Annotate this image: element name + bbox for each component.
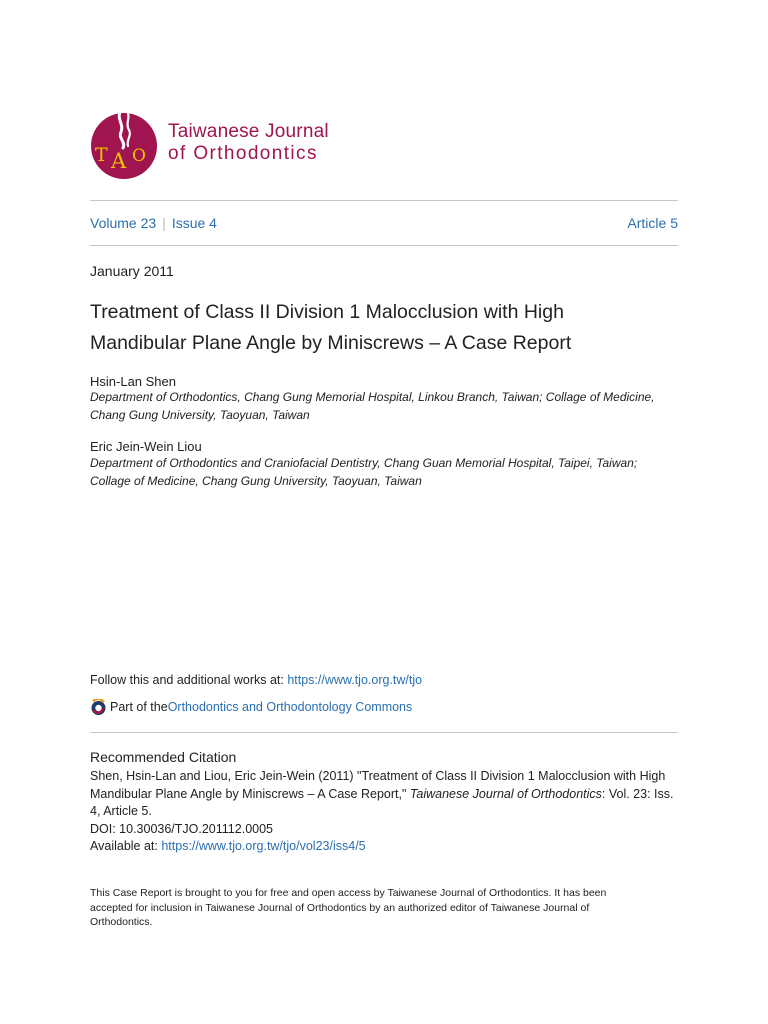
author-name: Eric Jein-Wein Liou — [90, 439, 202, 454]
issue-separator: | — [162, 215, 166, 231]
journal-name-line2: of Orthodontics — [168, 143, 318, 164]
citation-doi: DOI: 10.30036/TJO.201112.0005 — [90, 821, 273, 836]
article-title — [90, 297, 650, 359]
article-title-line: Mandibular Plane Angle by Miniscrews – A Case Report — [90, 332, 572, 354]
author-name: Hsin-Lan Shen — [90, 374, 176, 389]
part-of-text: Part of the — [110, 700, 168, 714]
citation-line: Shen, Hsin-Lan and Liou, Eric Jein-Wein (2011) "Treatment of Class II Division 1 Malocclusion with High — [90, 769, 666, 783]
article-title-line: Treatment of Class II Division 1 Malocclusion with High — [90, 301, 564, 323]
citation-heading: Recommended Citation — [90, 749, 237, 765]
journal-name-line1: Taiwanese Journal — [168, 121, 329, 142]
citation-block — [90, 768, 678, 856]
notice-line: accepted for inclusion in Taiwanese Journal of Orthodontics by an authorized editor of Taiwanese Journal of — [90, 901, 590, 914]
notice-line: Orthodontics. — [90, 916, 153, 928]
affiliation-line: Chang Gung University, Taoyuan, Taiwan — [90, 407, 310, 422]
citation-line: 4, Article 5. — [90, 804, 152, 818]
issue-bar — [90, 213, 678, 233]
citation-line — [90, 786, 678, 804]
citation-text: Mandibular Plane Angle by Miniscrews – A Case Report," — [90, 786, 410, 801]
author-affiliation — [90, 389, 680, 424]
citation-available — [90, 838, 678, 856]
available-link[interactable]: https://www.tjo.org.tw/tjo/vol23/iss4/5 — [161, 839, 366, 853]
commons-link[interactable]: Orthodontics and Orthodontology Commons — [167, 700, 413, 714]
available-label: Available at: — [90, 839, 162, 853]
access-notice — [90, 886, 650, 930]
divider-top — [90, 200, 678, 201]
part-of-line — [90, 698, 412, 716]
svg-text:O: O — [132, 146, 146, 166]
volume-link[interactable]: Volume 23 — [90, 215, 157, 231]
notice-line: This Case Report is brought to you for free and open access by Taiwanese Journal of Orthodontics. It has been — [90, 887, 607, 899]
journal-logo[interactable] — [90, 108, 329, 180]
publication-date: January 2011 — [90, 263, 174, 279]
author-affiliation — [90, 455, 680, 490]
divider-citation — [90, 732, 678, 733]
journal-name — [168, 121, 329, 165]
divider-issue — [90, 245, 678, 246]
citation-text: : Vol. 23: Iss. — [601, 786, 674, 801]
article-link[interactable]: Article 5 — [627, 215, 678, 231]
open-access-icon — [90, 699, 107, 716]
issue-link[interactable]: Issue 4 — [171, 215, 217, 231]
affiliation-line: Department of Orthodontics and Craniofacial Dentistry, Chang Guan Memorial Hospital, Taipei, Taiwan; — [90, 456, 638, 470]
follow-line — [90, 672, 422, 689]
journal-logo-icon — [90, 108, 158, 180]
svg-text:A: A — [111, 149, 127, 173]
citation-journal: Taiwanese Journal of Orthodontics — [409, 786, 602, 801]
affiliation-line: Department of Orthodontics, Chang Gung Memorial Hospital, Linkou Branch, Taiwan; Collage of Medicine, — [90, 390, 655, 404]
affiliation-line: Collage of Medicine, Chang Gung University, Taoyuan, Taiwan — [90, 473, 422, 488]
svg-text:T: T — [95, 144, 108, 166]
follow-text: Follow this and additional works at: — [90, 673, 288, 687]
follow-link[interactable]: https://www.tjo.org.tw/tjo — [287, 673, 423, 687]
